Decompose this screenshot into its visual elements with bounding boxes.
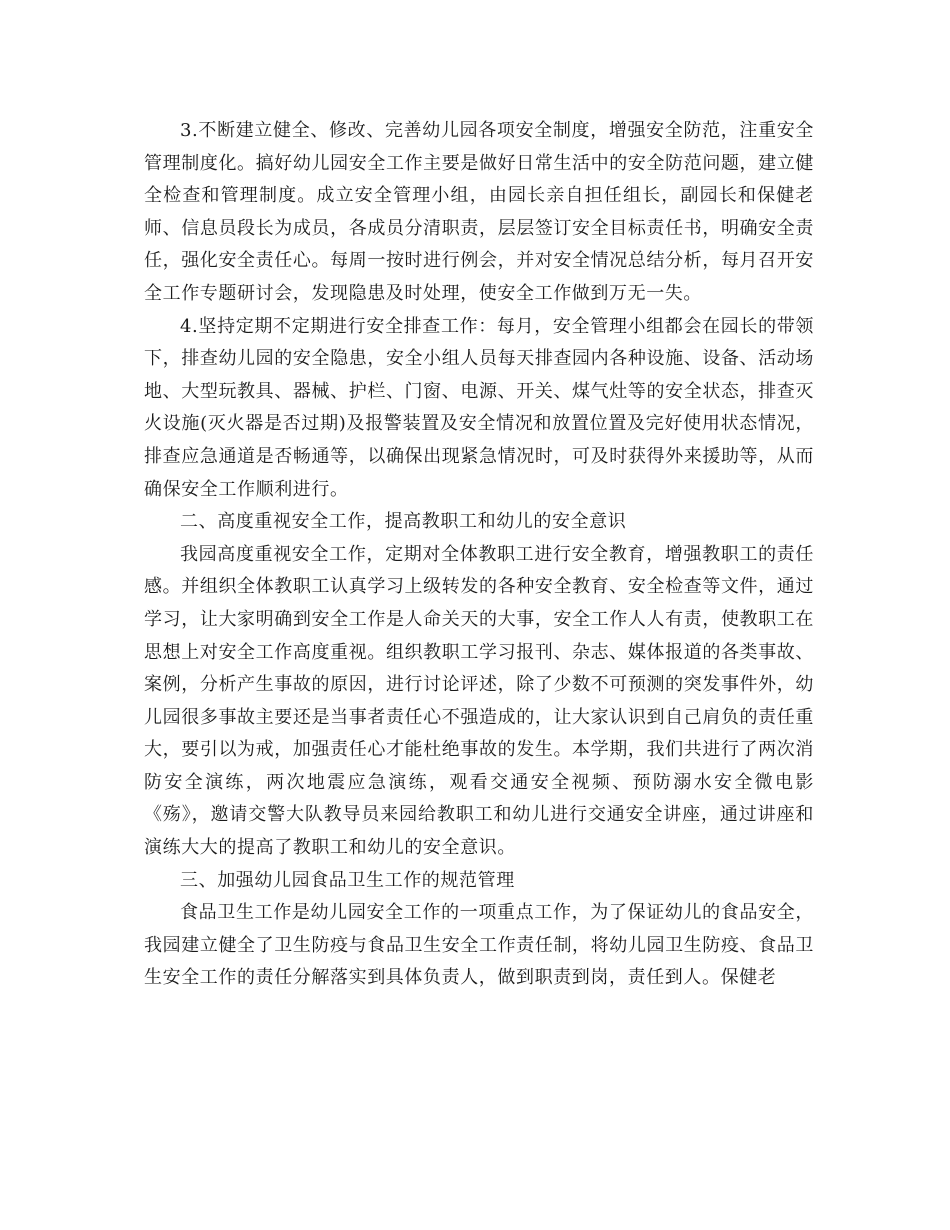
paragraph-safety-system: 3.不断建立健全、修改、完善幼儿园各项安全制度，增强安全防范，注重安全管理制度化。搞好幼儿园安全工作主要是做好日常生活中的安全防范问题，建立健全检查和管理制度。成立安全管理小组，由园长亲自担任组长，副园长和保健老师、信息员段长为成员，各成员分清职责，层层签订安全目标责任书，明确安全责任，强化安全责任心。每周一按时进行例会，并对安全情况总结分析，每月召开安全工作专题研讨会，发现隐患及时处理，使安全工作做到万无一失。 [144,120,814,304]
section-heading-safety-awareness: 二、高度重视安全工作，提高教职工和幼儿的安全意识 [180,511,627,533]
section-heading-food-hygiene: 三、加强幼儿园食品卫生工作的规范管理 [180,869,515,891]
document-body [144,115,814,995]
paragraph-safety-education: 我园高度重视安全工作，定期对全体教职工进行安全教育，增强教职工的责任感。并组织全体教职工认真学习上级转发的各种安全教育、安全检查等文件，通过学习，让大家明确到安全工作是人命关天的大事，安全工作人人有责，使教职工在思想上对安全工作高度重视。组织教职工学习报刊、杂志、媒体报道的各类事故、案例，分析产生事故的原因，进行讨论评述，除了少数不可预测的突发事件外，幼儿园很多事故主要还是当事者责任心不强造成的，让大家认识到自己肩负的责任重大，要引以为戒，加强责任心才能杜绝事故的发生。本学期，我们共进行了两次消防安全演练，两次地震应急演练，观看交通安全视频、预防溺水安全微电影《殇》，邀请交警大队教导员来园给教职工和幼儿进行交通安全讲座，通过讲座和演练大大的提高了教职工和幼儿的安全意识。 [144,543,814,859]
paragraph-food-hygiene: 食品卫生工作是幼儿园安全工作的一项重点工作，为了保证幼儿的食品安全，我园建立健全了卫生防疫与食品卫生安全工作责任制，将幼儿园卫生防疫、食品卫生安全工作的责任分解落实到具体负责人，做到职责到岗，责任到人。保健老 [144,902,814,989]
paragraph-safety-inspection: 4.坚持定期不定期进行安全排查工作：每月，安全管理小组都会在园长的带领下，排查幼儿园的安全隐患，安全小组人员每天排查园内各种设施、设备、活动场地、大型玩教具、器械、护栏、门窗、电源、开关、煤气灶等的安全状态，排查灭火设施(灭火器是否过期)及报警装置及安全情况和放置位置及完好使用状态情况，排查应急通道是否畅通等，以确保出现紧急情况时，可及时获得外来援助等，从而确保安全工作顺利进行。 [144,315,814,500]
